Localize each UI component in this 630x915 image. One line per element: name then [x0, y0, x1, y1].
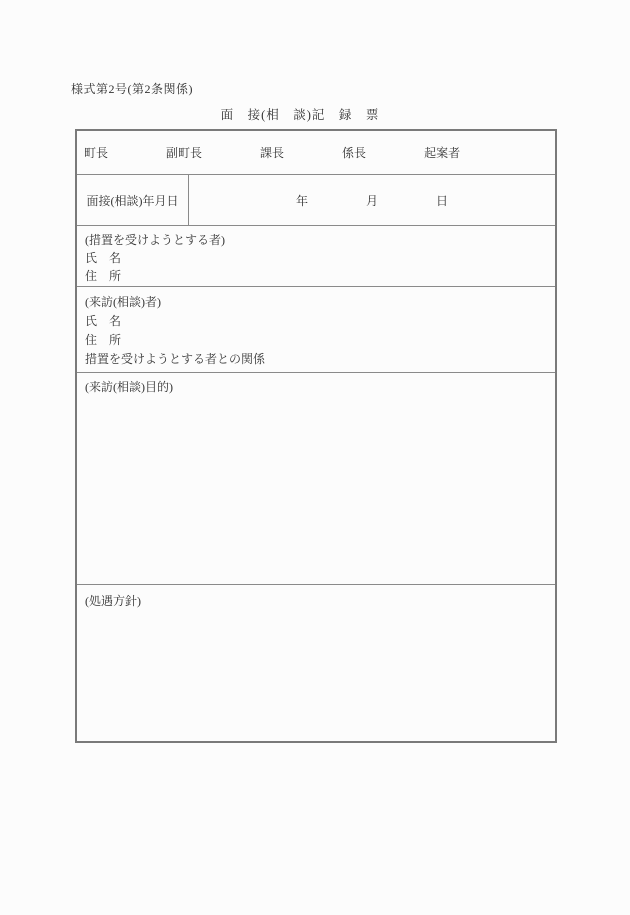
policy-heading: (処遇方針)	[85, 594, 141, 608]
policy-section	[77, 585, 555, 741]
visitor-relation-label: 措置を受けようとする者との関係	[85, 352, 266, 366]
interview-date-label: 面接(相談)年月日	[77, 175, 189, 225]
visitor-name-label: 氏 名	[85, 314, 122, 328]
date-month-label: 月	[365, 193, 378, 208]
subject-heading: (措置を受けようとする者)	[85, 233, 225, 247]
approval-label-subsection-chief: 係長	[342, 146, 367, 160]
record-table	[75, 129, 557, 743]
approval-label-section-chief: 課長	[260, 146, 285, 160]
subject-address-label: 住 所	[85, 269, 122, 283]
subject-name-label: 氏 名	[85, 251, 122, 265]
approval-label-drafter: 起案者	[424, 146, 461, 160]
visitor-address-label: 住 所	[85, 333, 122, 347]
approval-row	[77, 131, 555, 175]
form-number: 様式第2号(第2条関係)	[71, 82, 193, 96]
visitor-section	[77, 287, 555, 373]
approval-label-deputy-mayor: 副町長	[166, 146, 203, 160]
subject-section	[77, 226, 555, 287]
date-day-label: 日	[436, 193, 449, 208]
approval-label-mayor: 町長	[84, 146, 109, 160]
date-row	[77, 175, 555, 226]
interview-date-value-cell	[189, 175, 555, 225]
date-year-label: 年	[295, 193, 308, 208]
document-title: 面 接(相 談)記 録 票	[220, 108, 380, 122]
purpose-section	[77, 373, 555, 585]
visitor-heading: (来訪(相談)者)	[85, 295, 161, 309]
purpose-heading: (来訪(相談)目的)	[85, 380, 173, 394]
